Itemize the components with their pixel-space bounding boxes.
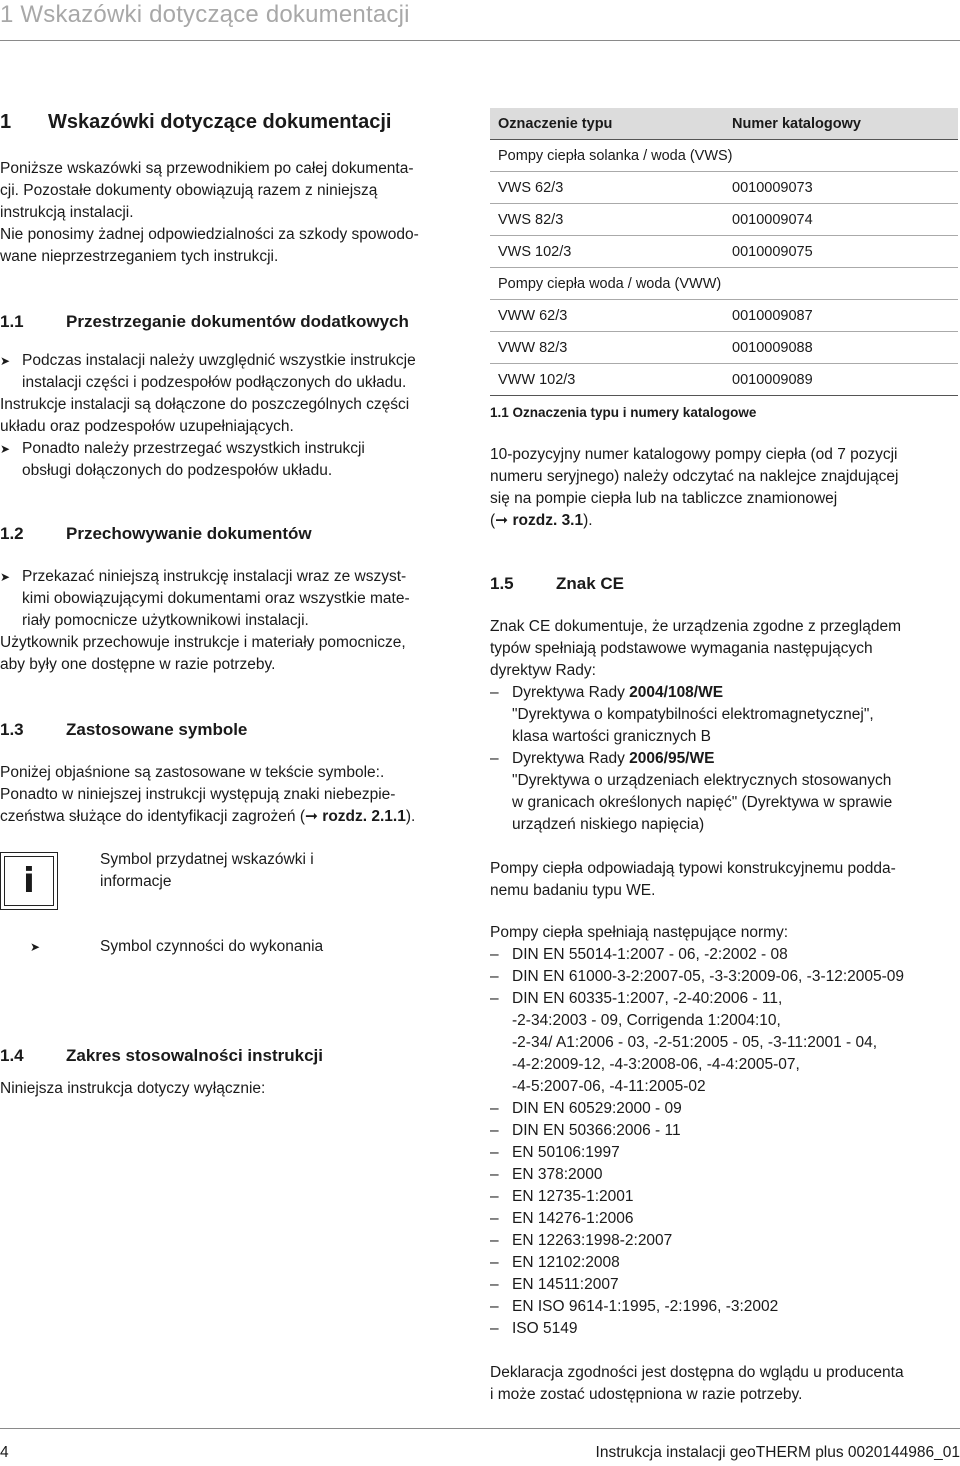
text-line: Instrukcje instalacji są dołączone do poszczególnych części (0, 396, 410, 413)
text-line: informacje (100, 873, 172, 890)
list-dash: – (490, 1144, 499, 1161)
list-dash: – (490, 946, 499, 963)
subsection-number: 1.3 (0, 720, 24, 739)
list-dash: – (490, 990, 499, 1007)
table-header-row (490, 108, 958, 140)
text-line: riały pomocnicze użytkownikowi instalacji. (22, 612, 309, 629)
text-line: wane nieprzestrzeganiem tych instrukcji. (0, 248, 279, 265)
list-item (490, 1120, 958, 1142)
action-symbol-text: Symbol czynności do wykonania (100, 938, 324, 955)
list-dash: – (490, 1166, 499, 1183)
table-group-label: Pompy ciepła solanka / woda (VWS) (490, 140, 958, 172)
text-line: 10-pozycyjny numer katalogowy pompy ciepła (od 7 pozycji (490, 446, 898, 463)
subsection-title: Znak CE (556, 574, 625, 593)
subsection-1-1-heading (0, 310, 470, 334)
subsection-number: 1.2 (0, 524, 24, 543)
list-item (490, 1142, 958, 1164)
norm-text: -2-34:2003 - 09, Corrigenda 1:2004:10, (512, 1012, 781, 1029)
info-icon (0, 852, 58, 910)
section-title: Wskazówki dotyczące dokumentacji (48, 111, 392, 133)
list-item (490, 1186, 958, 1208)
subsection-number: 1.1 (0, 312, 24, 331)
list-item (490, 1252, 958, 1274)
table-row (490, 364, 958, 396)
text-line: Poniżej objaśnione są zastosowane w tekście symbole:. (0, 764, 385, 781)
reference-arrow-icon: ➞ (495, 512, 509, 529)
table-cell: 0010009074 (724, 204, 958, 236)
text-line: numeru seryjnego) należy odczytać na naklejce znajdującej (490, 468, 899, 485)
text-fragment: czeństwa służące do identyfikacji zagrożeń ( (0, 808, 305, 825)
norm-text: DIN EN 50366:2006 - 11 (512, 1122, 681, 1139)
action-arrow-icon: ➤ (0, 570, 11, 584)
table-group-row (490, 140, 958, 172)
list-item (490, 1164, 958, 1186)
list-dash: – (490, 1100, 499, 1117)
norm-text: EN 14276-1:2006 (512, 1210, 634, 1227)
text-line: Poniższe wskazówki są przewodnikiem po całej dokumenta- (0, 160, 414, 177)
table-cell: VWS 102/3 (490, 236, 724, 268)
table-group-label: Pompy ciepła woda / woda (VWW) (490, 268, 958, 300)
text-line: się na pompie ciepła lub na tabliczce znamionowej (490, 490, 838, 507)
type-test-paragraph (490, 858, 958, 902)
directives-list (490, 682, 958, 836)
norm-text: EN 12735-1:2001 (512, 1188, 634, 1205)
list-item (490, 944, 958, 966)
subsection-1-5-heading (490, 572, 958, 596)
section-1-intro (0, 158, 470, 268)
text-line: instalacji części i podzespołów podłączonych do układu. (22, 374, 407, 391)
chapter-reference: rozdz. 2.1.1 (322, 808, 406, 825)
page-number: 4 (0, 1444, 9, 1461)
norm-text: -4-5:2007-06, -4-11:2005-02 (512, 1078, 706, 1095)
table-header: Numer katalogowy (724, 108, 958, 140)
norm-text: DIN EN 60529:2000 - 09 (512, 1100, 682, 1117)
text-line: urządzeń niskiego napięcia) (512, 816, 705, 833)
list-item (490, 1296, 958, 1318)
subsection-title: Przestrzeganie dokumentów dodatkowych (66, 312, 409, 331)
text-fragment: ). (405, 808, 416, 825)
norms-list (490, 944, 958, 1340)
document-title: Instrukcja instalacji geoTHERM plus 0020144986_01 (595, 1444, 960, 1461)
subsection-1-3-body (0, 762, 470, 828)
text-line: Użytkownik przechowuje instrukcje i materiały pomocnicze, (0, 634, 406, 651)
subsection-title: Zastosowane symbole (66, 720, 248, 739)
text-fragment: Dyrektywa Rady (512, 684, 630, 701)
list-dash: – (490, 968, 499, 985)
subsection-1-2-heading (0, 522, 470, 546)
table-cell: VWW 82/3 (490, 332, 724, 364)
text-fragment: ). (583, 512, 593, 529)
norm-text: -4-2:2009-12, -4-3:2008-06, -4-4:2005-07, (512, 1056, 800, 1073)
text-line: cji. Pozostałe dokumenty obowiązują razem z niniejszą (0, 182, 378, 199)
header-divider (0, 40, 960, 41)
norm-text: EN 12102:2008 (512, 1254, 620, 1271)
catalog-number-paragraph (490, 444, 958, 532)
action-bullet (0, 566, 470, 632)
text-line: kimi obowiązującymi dokumentami oraz wszystkie mate- (22, 590, 410, 607)
text-line: "Dyrektywa o urządzeniach elektrycznych stosowanych (512, 772, 892, 789)
text-line: nemu badaniu typu WE. (490, 882, 656, 899)
directive-code: 2006/95/WE (629, 750, 715, 767)
text-line: aby były one dostępne w razie potrzeby. (0, 656, 276, 673)
table-cell: VWW 102/3 (490, 364, 724, 396)
chapter-reference: rozdz. 3.1 (512, 512, 584, 529)
norm-text: EN 12263:1998-2:2007 (512, 1232, 673, 1249)
left-column (0, 108, 470, 1100)
action-arrow-icon: ➤ (0, 354, 11, 368)
text-line: obsługi dołączonych do podzespołów układu. (22, 462, 333, 479)
action-bullet (0, 350, 470, 394)
closing-paragraph (490, 1362, 958, 1406)
text-line: typów spełniają podstawowe wymagania następujących (490, 640, 873, 657)
list-item (490, 966, 958, 988)
norm-text: DIN EN 55014-1:2007 - 06, -2:2002 - 08 (512, 946, 788, 963)
list-item (490, 1318, 958, 1340)
list-dash: – (490, 1188, 499, 1205)
table-cell: 0010009088 (724, 332, 958, 364)
action-bullet (0, 438, 470, 482)
action-symbol-row (0, 936, 470, 958)
text-line (490, 510, 958, 532)
section-number: 1 (0, 111, 12, 133)
table-header: Oznaczenie typu (490, 108, 724, 140)
subsection-title: Przechowywanie dokumentów (66, 524, 312, 543)
text-line: Znak CE dokumentuje, że urządzenia zgodne z przeglądem (490, 618, 901, 635)
action-arrow-icon: ➤ (30, 940, 41, 954)
norm-text: DIN EN 60335-1:2007, -2-40:2006 - 11, (512, 990, 783, 1007)
subsection-1-1-body (0, 350, 470, 482)
list-dash: – (490, 1232, 499, 1249)
norm-text: EN 14511:2007 (512, 1276, 619, 1293)
table-cell: 0010009073 (724, 172, 958, 204)
list-dash: – (490, 1320, 499, 1337)
table-row (490, 300, 958, 332)
list-item (490, 988, 958, 1098)
text-line: Ponadto należy przestrzegać wszystkich instrukcji (22, 440, 365, 457)
table-cell: VWS 62/3 (490, 172, 724, 204)
table-row (490, 204, 958, 236)
text-line: Deklaracja zgodności jest dostępna do wglądu u producenta (490, 1364, 904, 1381)
section-1-heading (0, 108, 470, 136)
text-line: dyrektyw Rady: (490, 662, 596, 679)
list-dash: – (490, 1276, 499, 1293)
text-line: Ponadto w niniejszej instrukcji występują znaki niebezpie- (0, 786, 396, 803)
table-cell: VWW 62/3 (490, 300, 724, 332)
norm-text: EN 50106:1997 (512, 1144, 620, 1161)
subsection-1-3-heading (0, 718, 470, 742)
text-line: Symbol przydatnej wskazówki i (100, 851, 314, 868)
norm-text: -2-34/ A1:2006 - 03, -2-51:2005 - 05, -3-11:2001 - 04, (512, 1034, 878, 1051)
list-dash: – (490, 1210, 499, 1227)
text-line: Niniejsza instrukcja dotyczy wyłącznie: (0, 1080, 266, 1097)
list-item (490, 748, 958, 836)
info-icon-letter: i (4, 856, 54, 906)
text-line: Pompy ciepła spełniają następujące normy: (490, 924, 789, 941)
subsection-1-2-body (0, 566, 470, 676)
norm-text: ISO 5149 (512, 1320, 578, 1337)
directive-code: 2004/108/WE (629, 684, 724, 701)
table-caption: 1.1 Oznaczenia typu i numery katalogowe (490, 405, 757, 420)
table-cell: VWS 82/3 (490, 204, 724, 236)
subsection-number: 1.5 (490, 574, 514, 593)
running-header: 1 Wskazówki dotyczące dokumentacji (0, 1, 410, 28)
info-symbol-row (0, 852, 470, 910)
list-dash: – (490, 750, 499, 767)
list-dash: – (490, 1254, 499, 1271)
list-dash: – (490, 1298, 499, 1315)
subsection-number: 1.4 (0, 1046, 24, 1065)
text-line: Przekazać niniejszą instrukcję instalacji wraz ze wszyst- (22, 568, 407, 585)
list-item (490, 1274, 958, 1296)
table-row (490, 172, 958, 204)
table-cell: 0010009075 (724, 236, 958, 268)
text-line: Nie ponosimy żadnej odpowiedzialności za szkody spowodo- (0, 226, 419, 243)
action-arrow-icon: ➤ (0, 442, 11, 456)
list-item (490, 1098, 958, 1120)
text-line: "Dyrektywa o kompatybilności elektromagnetycznej", (512, 706, 874, 723)
right-column (490, 108, 958, 1406)
list-dash: – (490, 1122, 499, 1139)
table-cell: 0010009087 (724, 300, 958, 332)
text-fragment: Dyrektywa Rady (512, 750, 630, 767)
table-group-row (490, 268, 958, 300)
table-cell: 0010009089 (724, 364, 958, 396)
list-dash: – (490, 684, 499, 701)
norm-text: EN 378:2000 (512, 1166, 603, 1183)
table-row (490, 236, 958, 268)
subsection-title: Zakres stosowalności instrukcji (66, 1046, 323, 1065)
info-symbol-text (100, 849, 314, 893)
text-line: Podczas instalacji należy uwzględnić wszystkie instrukcje (22, 352, 416, 369)
text-line: klasa wartości granicznych B (512, 728, 711, 745)
subsection-1-4-heading (0, 1044, 470, 1068)
list-item (490, 1208, 958, 1230)
list-item (490, 682, 958, 748)
text-line: układu oraz podzespołów uzupełniających. (0, 418, 294, 435)
text-line: Pompy ciepła odpowiadają typowi konstrukcyjnemu podda- (490, 860, 896, 877)
catalog-table (490, 108, 958, 396)
norm-text: DIN EN 61000-3-2:2007-05, -3-3:2009-06, -3-12:2005-09 (512, 968, 905, 985)
text-line (0, 806, 470, 828)
text-line: instrukcją instalacji. (0, 204, 134, 221)
norm-text: EN ISO 9614-1:1995, -2:1996, -3:2002 (512, 1298, 779, 1315)
text-fragment: ( (490, 512, 496, 529)
table-row (490, 332, 958, 364)
ce-intro (490, 616, 958, 682)
list-item (490, 1230, 958, 1252)
text-line: i może zostać udostępniona w razie potrzeby. (490, 1386, 803, 1403)
reference-arrow-icon: ➞ (304, 808, 318, 825)
footer-divider (0, 1428, 960, 1429)
text-line: w granicach określonych napięć" (Dyrektywa w sprawie (512, 794, 893, 811)
